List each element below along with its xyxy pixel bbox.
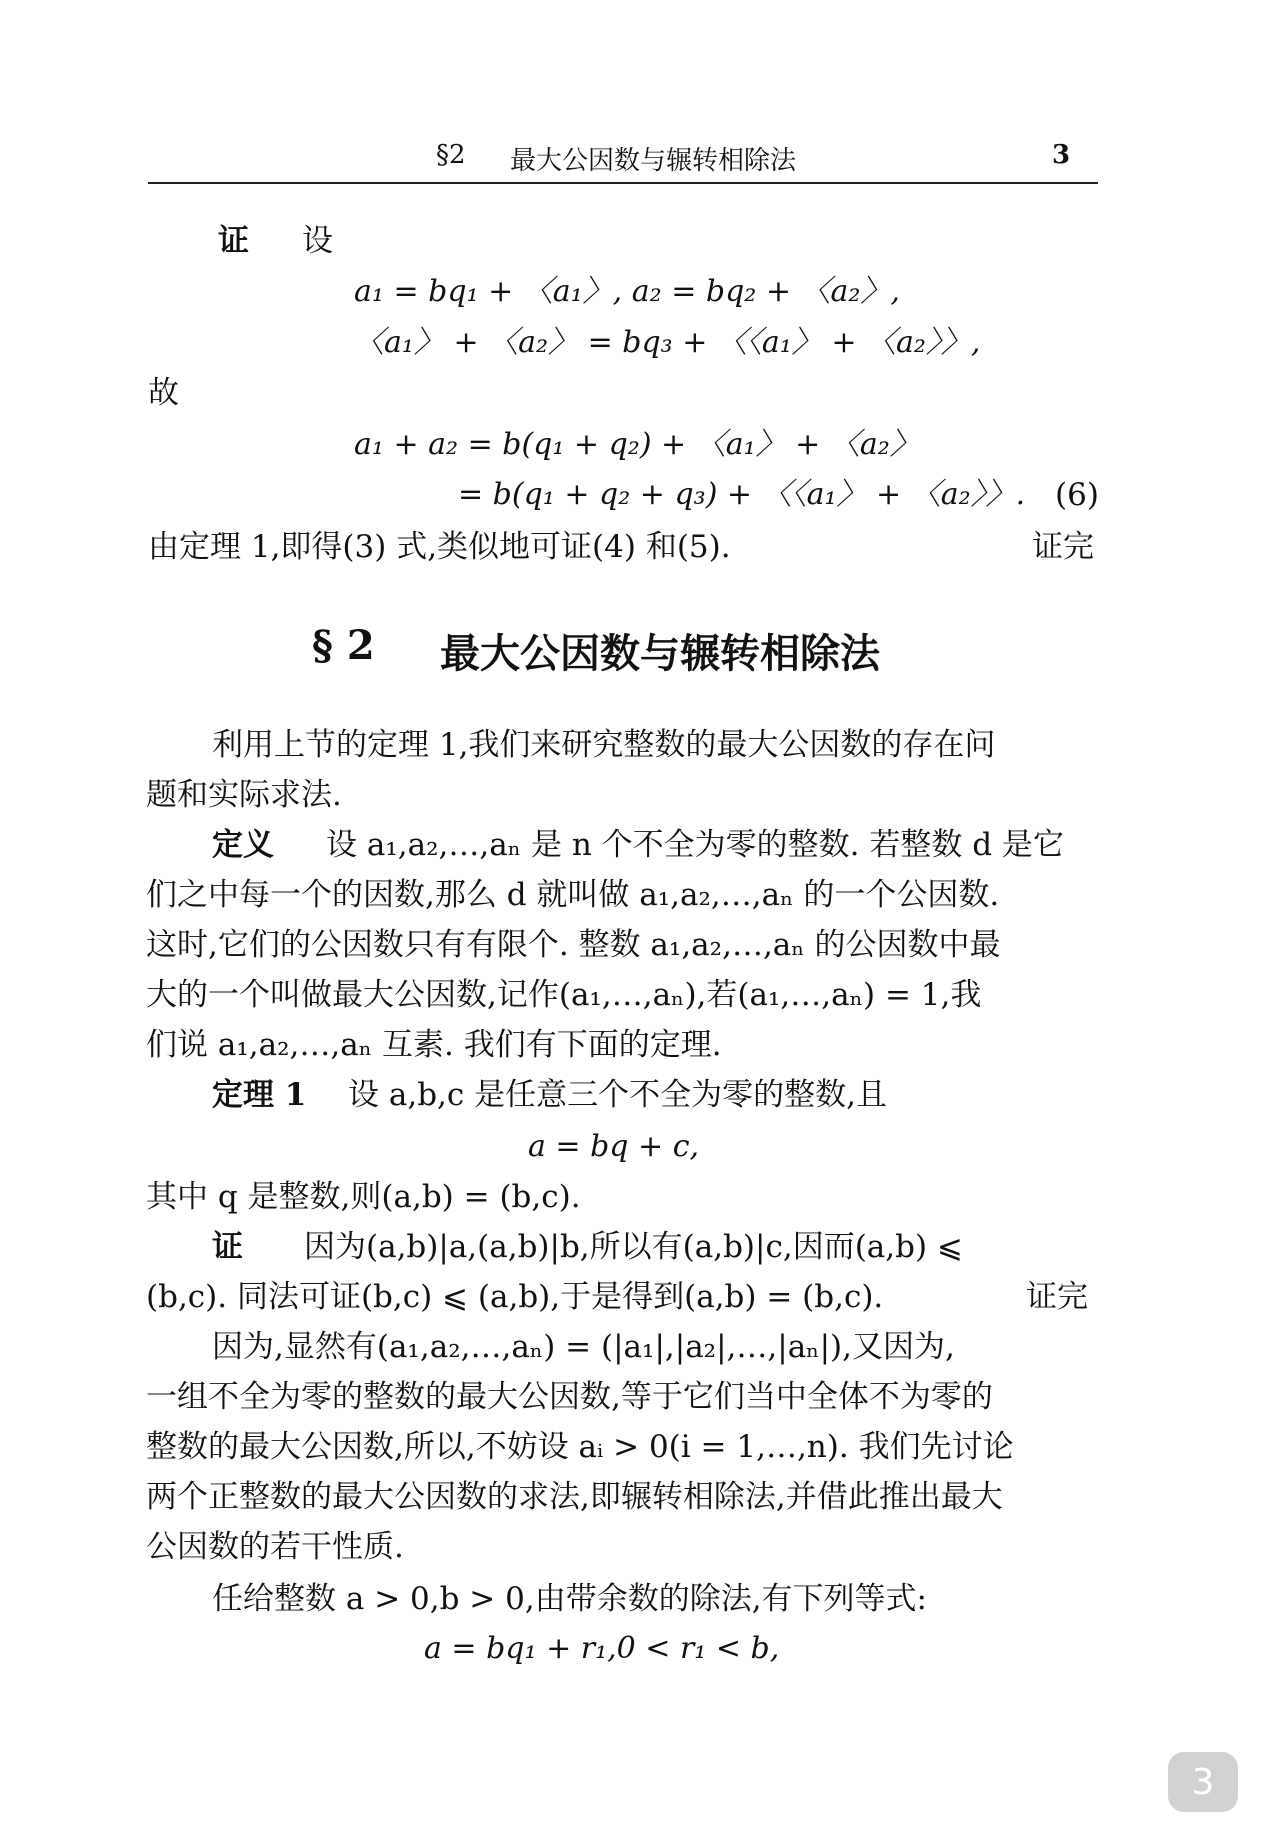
proof1-therefore: 故 bbox=[148, 375, 179, 411]
proof2-line: (b,c). 同法可证(b,c) ⩽ (a,b),于是得到(a,b) = (b,c). bbox=[146, 1279, 884, 1315]
proof1-conclusion: 由定理 1,即得(3) 式,类似地可证(4) 和(5). bbox=[148, 529, 731, 565]
header-rule bbox=[148, 182, 1098, 184]
definition-line: 们说 a₁,a₂,…,aₙ 互素. 我们有下面的定理. bbox=[146, 1027, 722, 1063]
paragraph-line: 因为,显然有(a₁,a₂,…,aₙ) = (|a₁|,|a₂|,…,|aₙ|),又因为, bbox=[212, 1329, 955, 1365]
definition-line: 们之中每一个的因数,那么 d 就叫做 a₁,a₂,…,aₙ 的一个公因数. bbox=[146, 877, 1000, 913]
theorem-equation: a = bq + c, bbox=[528, 1129, 700, 1164]
page-number-badge[interactable]: 3 bbox=[1168, 1752, 1238, 1812]
header-section: §2 bbox=[436, 140, 466, 170]
equation-tag: (6) bbox=[1055, 477, 1099, 513]
proof-end-mark: 证完 bbox=[1032, 529, 1094, 565]
paragraph-line: 公因数的若干性质. bbox=[146, 1529, 404, 1565]
proof2-label: 证 bbox=[212, 1229, 243, 1265]
paragraph-line: 整数的最大公因数,所以,不妨设 aᵢ > 0(i = 1,…,n). 我们先讨论 bbox=[146, 1429, 1014, 1465]
definition-line: 大的一个叫做最大公因数,记作(a₁,…,aₙ),若(a₁,…,aₙ) = 1,我 bbox=[146, 977, 982, 1013]
proof1-eq3: a₁ + a₂ = b(q₁ + q₂) + 〈a₁〉 + 〈a₂〉 bbox=[354, 427, 920, 462]
definition-line: 这时,它们的公因数只有有限个. 整数 a₁,a₂,…,aₙ 的公因数中最 bbox=[146, 927, 1001, 963]
final-line: 任给整数 a > 0,b > 0,由带余数的除法,有下列等式: bbox=[212, 1581, 927, 1617]
proof-end-mark: 证完 bbox=[1026, 1279, 1088, 1315]
paragraph-line: 一组不全为零的整数的最大公因数,等于它们当中全体不为零的 bbox=[146, 1379, 993, 1415]
proof1-eq1: a₁ = bq₁ + 〈a₁〉, a₂ = bq₂ + 〈a₂〉, bbox=[354, 274, 900, 309]
final-equation: a = bq₁ + r₁,0 < r₁ < b, bbox=[424, 1631, 780, 1666]
section-number: § 2 bbox=[312, 622, 375, 669]
proof2-line: 因为(a,b)|a,(a,b)|b,所以有(a,b)|c,因而(a,b) ⩽ bbox=[304, 1229, 963, 1265]
proof1-eq4: = b(q₁ + q₂ + q₃) + 〈〈a₁〉 + 〈a₂〉〉. bbox=[458, 477, 1026, 512]
definition-label: 定义 bbox=[212, 827, 274, 863]
proof1-eq2: 〈a₁〉 + 〈a₂〉 = bq₃ + 〈〈a₁〉 + 〈a₂〉〉, bbox=[354, 325, 981, 360]
definition-line: 设 a₁,a₂,…,aₙ 是 n 个不全为零的整数. 若整数 d 是它 bbox=[326, 827, 1064, 863]
theorem-text: 设 a,b,c 是任意三个不全为零的整数,且 bbox=[348, 1077, 887, 1113]
proof1-label: 证 bbox=[218, 223, 249, 259]
paragraph-line: 两个正整数的最大公因数的求法,即辗转相除法,并借此推出最大 bbox=[146, 1479, 1003, 1515]
section-title: 最大公因数与辗转相除法 bbox=[440, 630, 880, 677]
proof1-intro: 设 bbox=[302, 223, 333, 259]
theorem-conclusion: 其中 q 是整数,则(a,b) = (b,c). bbox=[146, 1179, 581, 1215]
intro-line: 利用上节的定理 1,我们来研究整数的最大公因数的存在问 bbox=[212, 727, 996, 763]
theorem-label: 定理 1 bbox=[212, 1077, 307, 1113]
header-page-number: 3 bbox=[1052, 140, 1071, 170]
header-title: 最大公因数与辗转相除法 bbox=[510, 146, 797, 176]
intro-line: 题和实际求法. bbox=[146, 777, 342, 813]
